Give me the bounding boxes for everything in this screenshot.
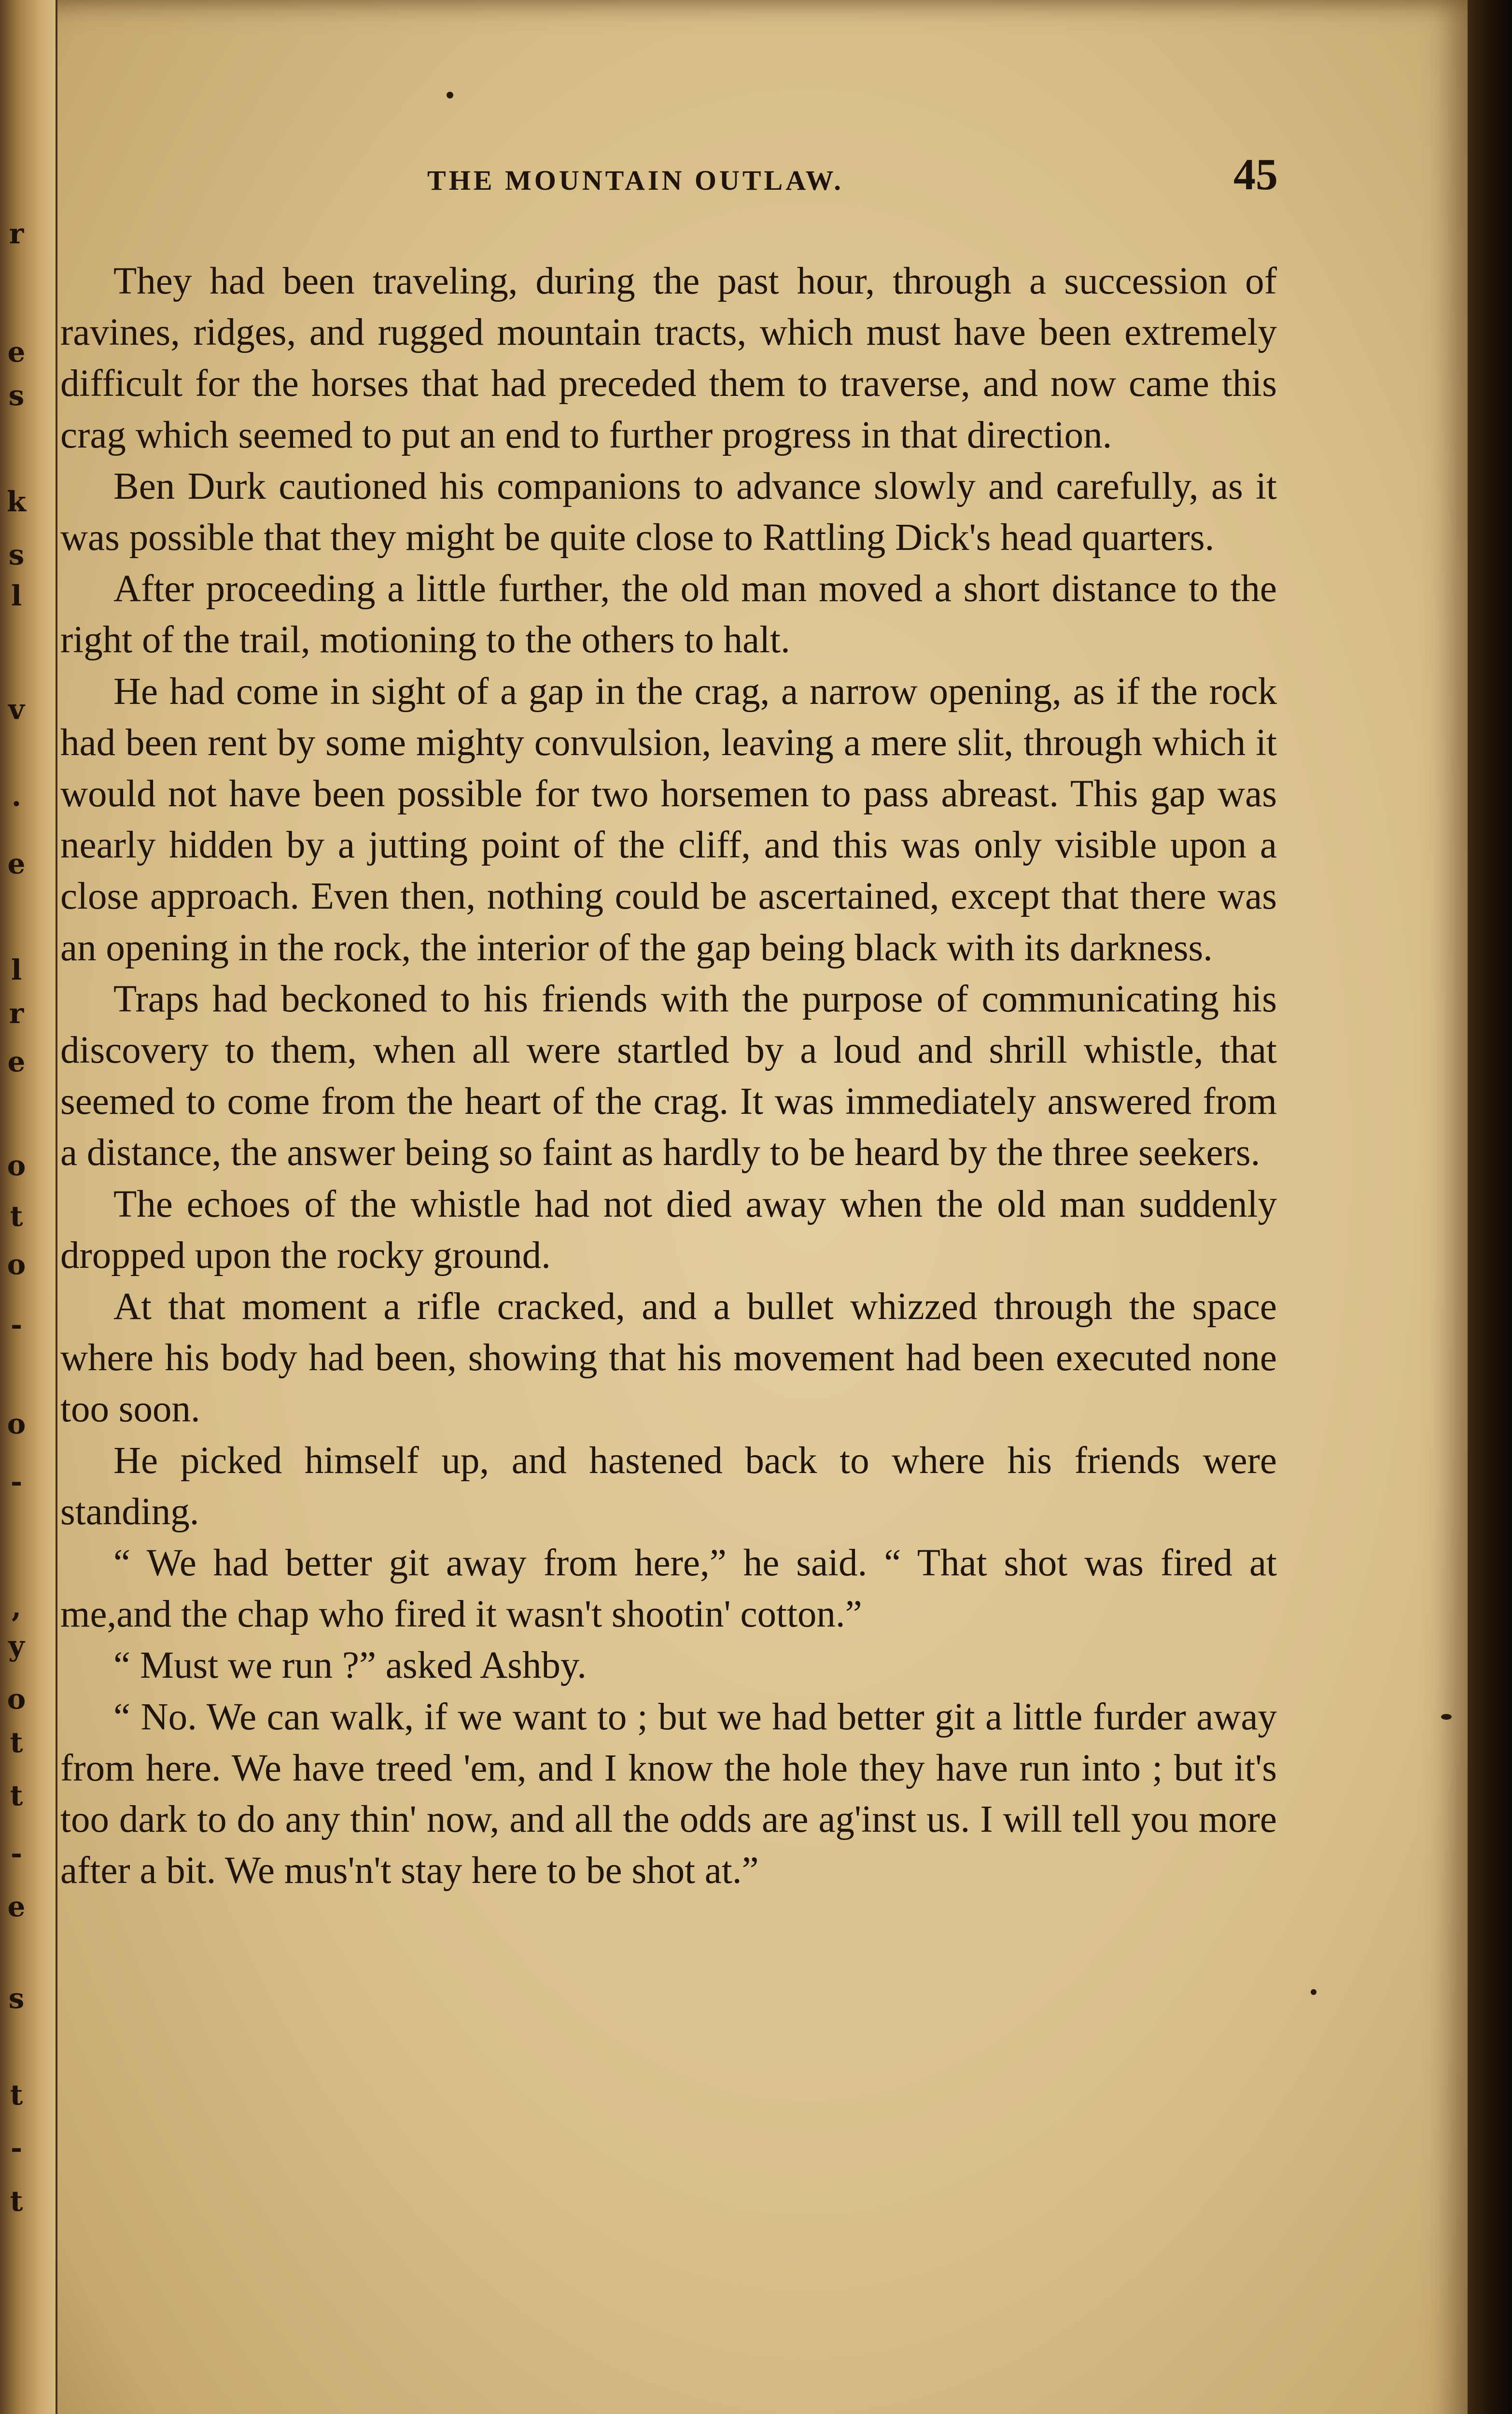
page-header [68, 145, 1284, 198]
gutter-letter: l [11, 579, 22, 612]
paragraph: He had come in sight of a gap in the crag, a narrow opening, as if the rock had been rent by some mighty convulsion, leaving a mere slit, through which it would not have been possible for two horsemen to pass abreast. This gap was nearly hidden by a jutting point of the cliff, and this was only visible upon a close approach. Even then, nothing could be ascertained, except that there was an opening in the rock, the interior of the gap being black with its darkness. [60, 670, 1277, 969]
running-head: THE MOUNTAIN OUTLAW. [427, 165, 844, 196]
ink-speck [1311, 1989, 1316, 1995]
gutter-letter: - [10, 2132, 23, 2164]
ink-speck [447, 92, 453, 98]
gutter-letter: . [11, 780, 22, 813]
gutter-letter: t [10, 1726, 23, 1759]
gutter-letter: y [8, 1629, 25, 1662]
gutter-letter: t [10, 2185, 23, 2218]
gutter-letter: v [8, 693, 25, 726]
page-edge-shadow [1468, 0, 1512, 2414]
binding-gutter [0, 0, 57, 2414]
gutter-letter: k [6, 485, 27, 518]
gutter-letter: e [7, 847, 26, 880]
gutter-letter-fragments [2, 0, 31, 2414]
gutter-letter: t [10, 1779, 23, 1812]
gutter-letter: , [11, 1591, 22, 1624]
gutter-letter: o [7, 1407, 26, 1440]
gutter-letter: l [11, 954, 22, 986]
gutter-letter: e [7, 336, 26, 368]
gutter-letter: o [7, 1149, 26, 1182]
paragraph: After proceeding a little further, the old man moved a short distance to the right of the trail, motioning to the others to halt. [60, 568, 1277, 661]
page-number: 45 [1233, 150, 1278, 199]
gutter-letter: s [8, 379, 25, 412]
gutter-letter: r [9, 217, 24, 250]
gutter-letter: - [10, 1837, 23, 1870]
paragraph: “ We had better git away from here,” he said. “ That shot was fired at me,and the chap who fired it wasn't shootin' cotton.” [60, 1542, 1277, 1636]
paragraph: The echoes of the whistle had not died away when the old man suddenly dropped upon the rocky ground. [60, 1183, 1277, 1277]
gutter-letter: - [10, 1308, 23, 1341]
gutter-letter: t [10, 2078, 23, 2111]
gutter-letter: o [7, 1683, 26, 1715]
paragraph: At that moment a rifle cracked, and a bullet whizzed through the space where his body had been, showing that his movement had been executed none too soon. [60, 1286, 1277, 1431]
gutter-letter: r [9, 997, 24, 1030]
gutter-letter: e [7, 1890, 26, 1923]
gutter-letter: - [10, 1465, 23, 1498]
gutter-letter: e [7, 1045, 26, 1078]
paragraph: Ben Durk cautioned his companions to advance slowly and carefully, as it was possible that they might be quite close to Rattling Dick's head quarters. [60, 465, 1277, 559]
paragraph: “ No. We can walk, if we want to ; but we had better git a little furder away from here. We have treed 'em, and I know the hole they have run into ; but it's too dark to do any thin' now, and all the odds are ag'inst us. I will tell you more after a bit. We mus'n't stay here to be shot at.” [60, 1696, 1277, 1892]
ink-speck [1441, 1714, 1452, 1720]
paragraph: “ Must we run ?” asked Ashby. [113, 1644, 587, 1687]
paragraph: He picked himself up, and hastened back to where his friends were standing. [60, 1439, 1277, 1533]
gutter-letter: t [10, 1200, 23, 1233]
gutter-letter: s [8, 538, 25, 571]
paragraph: They had been traveling, during the past hour, through a succession of ravines, ridges, and rugged mountain tracts, which must have been extremely difficult for the horses that had preceded them to traverse, and now came this crag which seemed to put an end to further progress in that direction. [60, 260, 1277, 456]
gutter-letter: o [7, 1248, 26, 1281]
paragraph: Traps had beckoned to his friends with the purpose of communicating his discovery to them, when all were startled by a loud and shrill whistle, that seemed to come from the heart of the crag. It was immediately answered from a distance, the answer being so faint as hardly to be heard by the three seekers. [60, 978, 1277, 1174]
gutter-letter: s [8, 1982, 25, 2015]
body-text [60, 256, 1277, 1897]
